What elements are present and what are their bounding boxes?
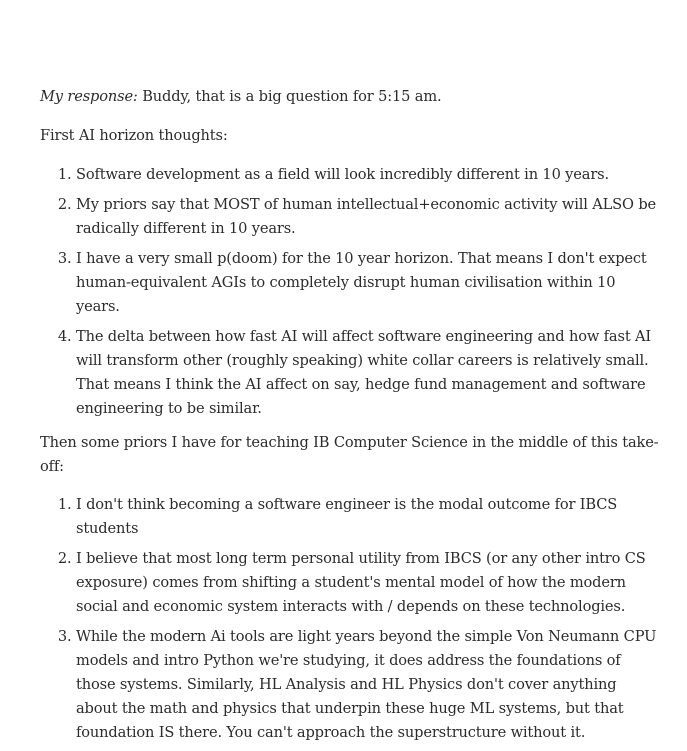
- response-label: My response:: [40, 88, 138, 105]
- document-body: [40, 85, 660, 751]
- section1-heading: First AI horizon thoughts:: [40, 127, 228, 144]
- list-item: 4. The delta between how fast AI will affect software engineering and how fast AI will transform other (roughly speaking) white collar careers is relatively small. That means I think the AI affect on say, hedge fund management and software engineering to be similar.: [76, 325, 660, 421]
- list-item: 3. While the modern Ai tools are light years beyond the simple Von Neumann CPU models and intro Python we're studying, it does address the foundations of those systems. Similarly, HL Analysis and HL Physics don't cover anything about the math and physics that underpin these huge ML systems, but that foundation IS there. You can't approach the superstructure without it.: [76, 625, 660, 745]
- section2-heading: Then some priors I have for teaching IB Computer Science in the middle of this take-off:: [40, 434, 659, 475]
- response-paragraph: [40, 85, 660, 109]
- list-item: 3. I have a very small p(doom) for the 10 year horizon. That means I don't expect human-equivalent AGIs to completely disrupt human civilisation within 10 years.: [76, 247, 660, 319]
- list-item: 1. I don't think becoming a software engineer is the modal outcome for IBCS students: [76, 493, 660, 541]
- list-item: 2. I believe that most long term personal utility from IBCS (or any other intro CS exposure) comes from shifting a student's mental model of how the modern social and economic system interacts with / depends on these technologies.: [76, 547, 660, 619]
- section1-list: [40, 163, 660, 421]
- section2-list: [40, 493, 660, 745]
- list-item: 1. Software development as a field will look incredibly different in 10 years.: [76, 163, 660, 187]
- response-text: Buddy, that is a big question for 5:15 am.: [137, 88, 442, 105]
- list-item: 2. My priors say that MOST of human intellectual+economic activity will ALSO be radically different in 10 years.: [76, 193, 660, 241]
